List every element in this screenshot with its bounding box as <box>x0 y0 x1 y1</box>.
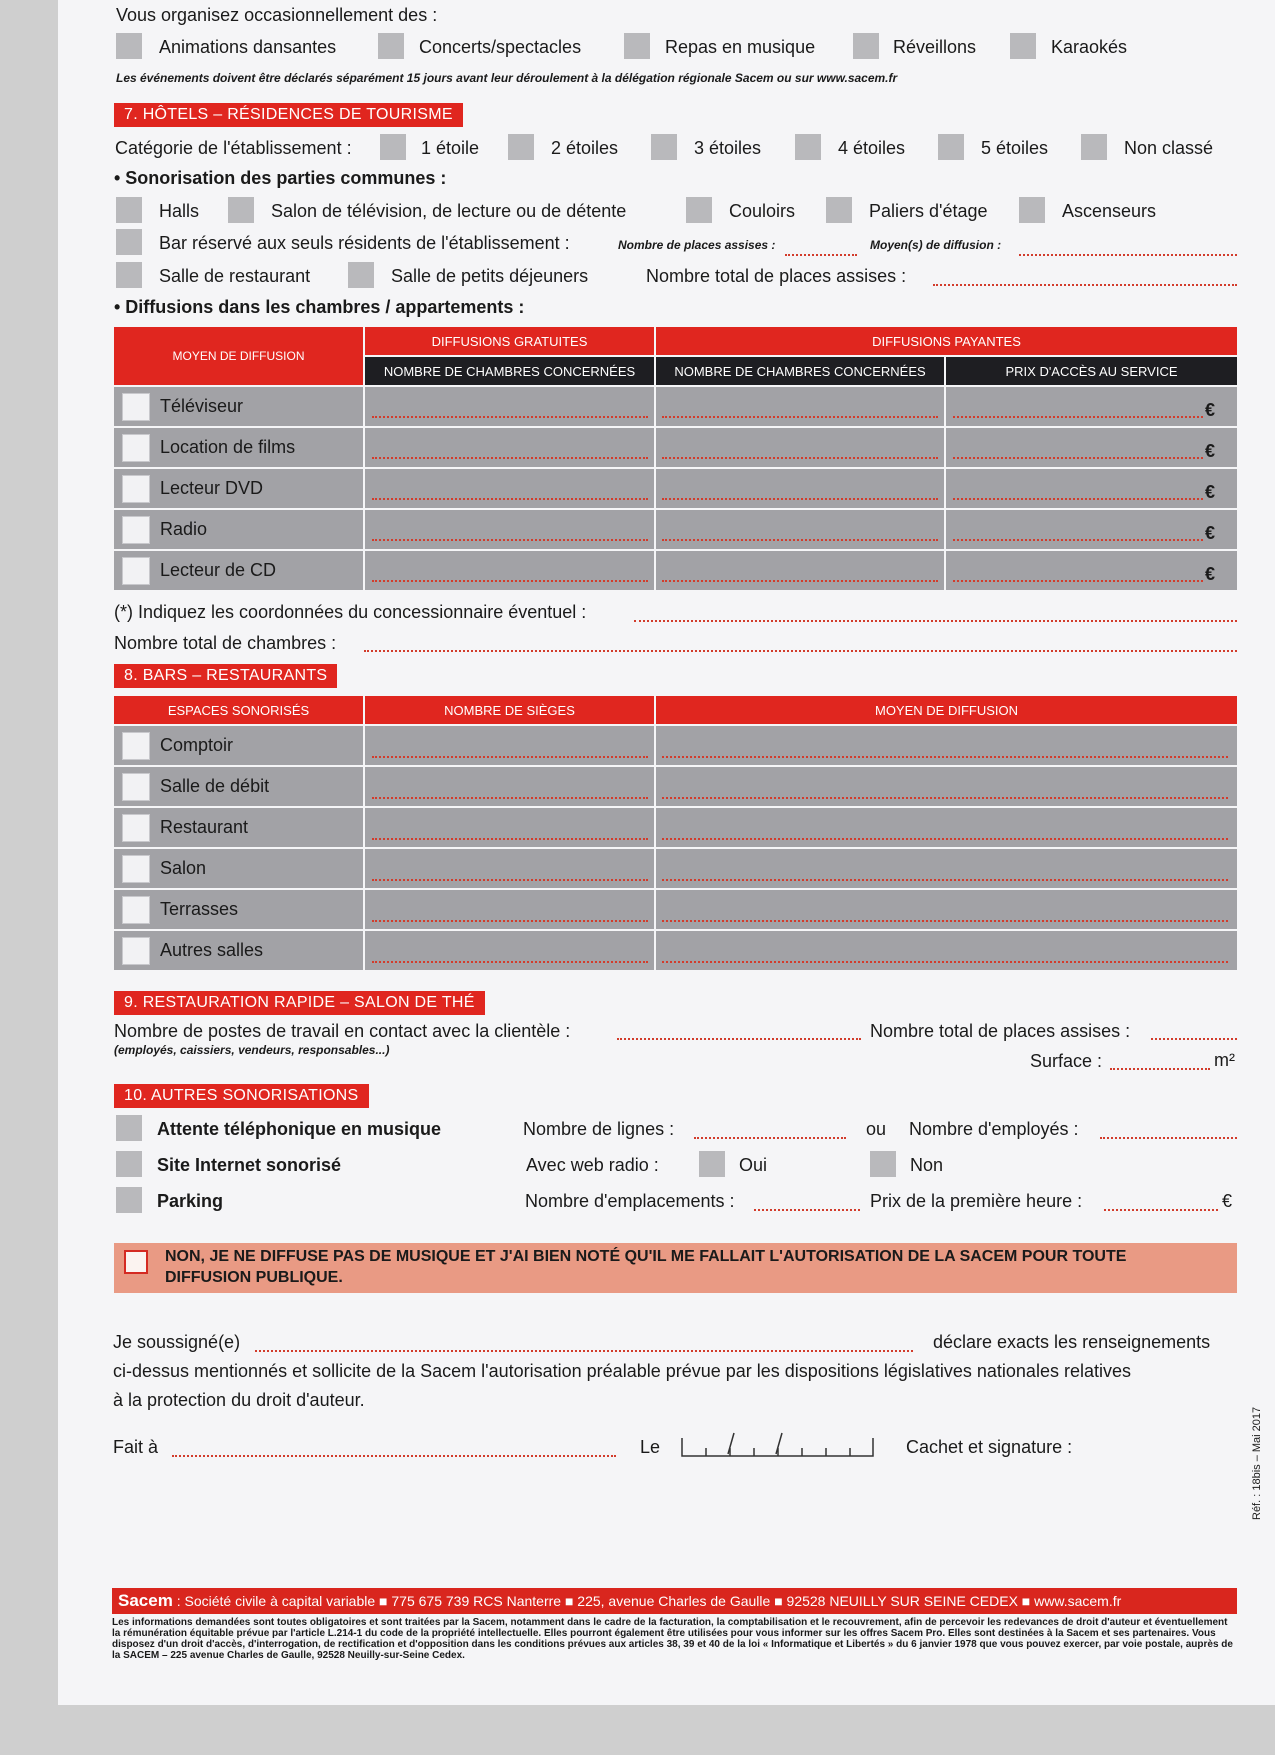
common-ascenseurs: Ascenseurs <box>1062 201 1157 221</box>
field-line <box>953 498 1203 500</box>
row-label: Comptoir <box>160 735 234 755</box>
paid-rooms-cell[interactable] <box>656 510 944 549</box>
occasional-item-4: Réveillons <box>893 37 977 57</box>
checkbox-restaurant-8[interactable] <box>122 814 150 842</box>
common-halls: Halls <box>159 201 200 221</box>
field-line <box>953 457 1203 459</box>
checkbox-comptoir[interactable] <box>122 732 150 760</box>
paid-rooms-cell[interactable] <box>656 428 944 467</box>
free-rooms-cell[interactable] <box>365 510 654 549</box>
means-cell[interactable] <box>656 890 1237 929</box>
row-label: Autres salles <box>160 940 264 960</box>
table-row <box>114 726 363 765</box>
section-8-title: 8. BARS – RESTAURANTS <box>114 664 337 688</box>
field-line <box>662 498 938 500</box>
price-cell[interactable] <box>946 428 1237 467</box>
common-couloirs: Couloirs <box>729 201 796 221</box>
yes-label: Oui <box>739 1155 768 1175</box>
checkbox-breakfast[interactable] <box>348 262 374 288</box>
checkbox-autres[interactable] <box>122 937 150 965</box>
checkbox-phone[interactable] <box>116 1115 142 1141</box>
table-row <box>114 808 363 847</box>
checkbox-cat-5[interactable] <box>938 134 964 160</box>
means-cell[interactable] <box>656 726 1237 765</box>
postes-note: (employés, caissiers, vendeurs, responsables...) <box>114 1043 390 1057</box>
total-places-label: Nombre total de places assises : <box>646 266 907 286</box>
bar-means-label: Moyen(s) de diffusion : <box>870 238 1002 252</box>
euro-symbol: € <box>1222 1191 1233 1211</box>
price-cell[interactable] <box>946 469 1237 508</box>
th-free: DIFFUSIONS GRATUITES <box>365 327 654 355</box>
checkbox-paliers[interactable] <box>826 197 852 223</box>
checkbox-repas[interactable] <box>624 33 650 59</box>
table-row <box>114 890 363 929</box>
web-label: Site Internet sonorisé <box>157 1155 342 1175</box>
lines-label: Nombre de lignes : <box>523 1119 675 1139</box>
row-label: Lecteur de CD <box>160 560 277 580</box>
checkbox-salon[interactable] <box>122 855 150 883</box>
table-row <box>114 387 363 426</box>
total-rooms-field[interactable] <box>364 650 1237 652</box>
checkbox-parking[interactable] <box>116 1187 142 1213</box>
footer-bar <box>112 1588 1237 1614</box>
checkbox-webradio-yes[interactable] <box>699 1151 725 1177</box>
row-label: Téléviseur <box>160 396 244 416</box>
category-2: 2 étoiles <box>551 138 619 158</box>
restaurant-label: Salle de restaurant <box>159 266 311 286</box>
field-line <box>372 457 648 459</box>
section-7-title: 7. HÔTELS – RÉSIDENCES DE TOURISME <box>114 103 463 127</box>
field-line <box>662 416 938 418</box>
or-label: ou <box>866 1119 887 1139</box>
free-rooms-cell[interactable] <box>365 551 654 590</box>
field-line <box>662 920 1228 922</box>
th-price: PRIX D'ACCÈS AU SERVICE <box>946 357 1237 385</box>
side-reference: Réf. : 18bis – Mai 2017 <box>1251 1406 1263 1520</box>
concession-field[interactable] <box>634 620 1237 622</box>
common-salon: Salon de télévision, de lecture ou de détente <box>271 201 627 221</box>
s9-total-places-label: Nombre total de places assises : <box>870 1021 1131 1041</box>
occasional-intro: Vous organisez occasionnellement des : <box>116 5 438 25</box>
first-hour-field[interactable] <box>1104 1209 1218 1211</box>
postes-label: Nombre de postes de travail en contact avec la clientèle : <box>114 1021 571 1041</box>
section-10-title: 10. AUTRES SONORISATIONS <box>114 1084 369 1108</box>
table-row <box>114 510 363 549</box>
row-label: Salle de débit <box>160 776 270 796</box>
checkbox-cd[interactable] <box>122 557 150 585</box>
paid-rooms-cell[interactable] <box>656 551 944 590</box>
checkbox-cat-unrated[interactable] <box>1081 134 1107 160</box>
seats-cell[interactable] <box>365 849 654 888</box>
th-paid: DIFFUSIONS PAYANTES <box>656 327 1237 355</box>
phone-label: Attente téléphonique en musique <box>157 1119 442 1139</box>
first-hour-label: Prix de la première heure : <box>870 1191 1083 1211</box>
fait-field[interactable] <box>172 1455 616 1457</box>
occasional-note: Les événements doivent être déclarés séparément 15 jours avant leur déroulement à la délégation régionale Sacem ou sur www.sacem.fr <box>116 71 898 85</box>
checkbox-cat-1[interactable] <box>380 134 406 160</box>
date-field[interactable] <box>680 1430 875 1458</box>
checkbox-dvd[interactable] <box>122 475 150 503</box>
row-label: Radio <box>160 519 208 539</box>
category-3: 3 étoiles <box>694 138 762 158</box>
category-1: 1 étoile <box>421 138 480 158</box>
category-4: 4 étoiles <box>838 138 906 158</box>
field-line <box>372 580 648 582</box>
checkbox-radio[interactable] <box>122 516 150 544</box>
checkbox-halls[interactable] <box>116 197 142 223</box>
occasional-item-2: Concerts/spectacles <box>419 37 582 57</box>
field-line <box>372 416 648 418</box>
surface-unit: m² <box>1214 1050 1235 1070</box>
breakfast-label: Salle de petits déjeuners <box>391 266 589 286</box>
euro-symbol: € <box>1205 564 1216 584</box>
field-line <box>953 539 1203 541</box>
checkbox-cat-2[interactable] <box>508 134 534 160</box>
concession-label: (*) Indiquez les coordonnées du concessionnaire éventuel : <box>114 602 587 622</box>
table-row <box>114 428 363 467</box>
field-line <box>662 879 1228 881</box>
employees-field[interactable] <box>1100 1137 1237 1139</box>
field-line <box>372 797 648 799</box>
checkbox-couloirs[interactable] <box>686 197 712 223</box>
field-line <box>662 838 1228 840</box>
footer-brand: Sacem <box>118 1591 173 1610</box>
footer-text: : Société civile à capital variable ■ 775 675 739 RCS Nanterre ■ 225, avenue Charles de Gaulle ■ 92528 NEUILLY SUR SEINE CEDEX ■ www.sacem.fr <box>172 1593 1122 1609</box>
field-line <box>662 797 1228 799</box>
means-cell[interactable] <box>656 931 1237 970</box>
category-6: Non classé <box>1124 138 1214 158</box>
checkbox-reveillons[interactable] <box>853 33 879 59</box>
seats-cell[interactable] <box>365 808 654 847</box>
table-row <box>114 931 363 970</box>
fait-label: Fait à <box>113 1437 159 1457</box>
th-free-rooms: NOMBRE DE CHAMBRES CONCERNÉES <box>365 357 654 385</box>
checkbox-films[interactable] <box>122 434 150 462</box>
field-line <box>372 498 648 500</box>
postes-field[interactable] <box>617 1038 861 1040</box>
declaration-line2: ci-dessus mentionnés et sollicite de la Sacem l'autorisation préalable prévue par les dispositions législatives nationales relatives <box>113 1361 1131 1381</box>
paid-rooms-cell[interactable] <box>656 469 944 508</box>
checkbox-cat-4[interactable] <box>795 134 821 160</box>
field-line <box>372 539 648 541</box>
th-means-8: MOYEN DE DIFFUSION <box>656 696 1237 724</box>
checkbox-web[interactable] <box>116 1151 142 1177</box>
checkbox-bar-residents[interactable] <box>116 229 142 255</box>
declaration-prefix: Je soussigné(e) <box>113 1332 241 1352</box>
surface-label: Surface : <box>1030 1051 1103 1071</box>
section-9-title: 9. RESTAURATION RAPIDE – SALON DE THÉ <box>114 991 485 1015</box>
category-5: 5 étoiles <box>981 138 1049 158</box>
field-line <box>372 756 648 758</box>
checkbox-webradio-no[interactable] <box>870 1151 896 1177</box>
bar-means-field[interactable] <box>1019 254 1237 256</box>
checkbox-restaurant[interactable] <box>116 262 142 288</box>
means-cell[interactable] <box>656 767 1237 806</box>
field-line <box>662 756 1228 758</box>
means-cell[interactable] <box>656 808 1237 847</box>
row-label: Salon <box>160 858 207 878</box>
total-places-field[interactable] <box>933 284 1237 286</box>
th-seats: NOMBRE DE SIÈGES <box>365 696 654 724</box>
table-row <box>114 469 363 508</box>
spots-field[interactable] <box>754 1209 860 1211</box>
free-rooms-cell[interactable] <box>365 428 654 467</box>
occasional-item-1: Animations dansantes <box>159 37 337 57</box>
field-line <box>953 416 1203 418</box>
seats-cell[interactable] <box>365 767 654 806</box>
employees-label: Nombre d'employés : <box>909 1119 1079 1139</box>
spots-label: Nombre d'emplacements : <box>525 1191 735 1211</box>
no-label: Non <box>910 1155 944 1175</box>
field-line <box>953 580 1203 582</box>
field-line <box>372 838 648 840</box>
table-row <box>114 849 363 888</box>
free-rooms-cell[interactable] <box>365 469 654 508</box>
th-means: MOYEN DE DIFFUSION <box>114 327 363 385</box>
s9-total-places-field[interactable] <box>1151 1038 1237 1040</box>
checkbox-karaokes[interactable] <box>1010 33 1036 59</box>
means-cell[interactable] <box>656 849 1237 888</box>
price-cell[interactable] <box>946 551 1237 590</box>
euro-symbol: € <box>1205 441 1216 461</box>
checkbox-debit[interactable] <box>122 773 150 801</box>
category-label: Catégorie de l'établissement : <box>115 138 352 158</box>
row-label: Location de films <box>160 437 296 457</box>
field-line <box>372 879 648 881</box>
total-rooms-label: Nombre total de chambres : <box>114 633 337 653</box>
seats-cell[interactable] <box>365 890 654 929</box>
checkbox-animations[interactable] <box>116 33 142 59</box>
checkbox-cat-3[interactable] <box>651 134 677 160</box>
checkbox-ascenseurs[interactable] <box>1019 197 1045 223</box>
le-label: Le <box>640 1437 661 1457</box>
th-spaces: ESPACES SONORISÉS <box>114 696 363 724</box>
bar-label: Bar réservé aux seuls résidents de l'établissement : <box>159 233 570 253</box>
common-heading: • Sonorisation des parties communes : <box>114 168 447 188</box>
declaration-suffix: déclare exacts les renseignements <box>933 1332 1211 1352</box>
field-line <box>662 580 938 582</box>
table-row <box>114 551 363 590</box>
checkbox-terrasses[interactable] <box>122 896 150 924</box>
seats-cell[interactable] <box>365 726 654 765</box>
euro-symbol: € <box>1205 400 1216 420</box>
field-line <box>372 920 648 922</box>
free-rooms-cell[interactable] <box>365 387 654 426</box>
parking-label: Parking <box>157 1191 224 1211</box>
field-line <box>662 961 1228 963</box>
privacy-notice: Les informations demandées sont toutes obligatoires et sont traitées par la Sacem, notamment dans le cadre de la facturation, la comptabilisation et le recouvrement, afin de percevoir les redevances de droit d'auteur et éventuellement la rémunération équitable prévue par l'article L.214-1 du code de la propriété intellectuelle. Elles pourront également être utilisées pour vous informer sur les offres Sacem Pro. Elles sont destinées à la Sacem et ses partenaires. Vous disposez d'un droit d'accès, d'interrogation, de rectification et d'opposition dans les conditions prévues aux articles 38, 39 et 40 de la loi « Informatique et Libertés » du 6 janvier 1978 que vous pouvez exercer, par voie postale, auprès de la SACEM – 225 avenue Charles de Gaulle, 92528 Neuilly-sur-Seine Cedex. <box>112 1617 1233 1661</box>
row-label: Terrasses <box>160 899 239 919</box>
occasional-item-5: Karaokés <box>1051 37 1128 57</box>
table-row <box>114 767 363 806</box>
surface-field[interactable] <box>1110 1068 1210 1070</box>
field-line <box>662 539 938 541</box>
webradio-label: Avec web radio : <box>526 1155 659 1175</box>
rooms-heading: • Diffusions dans les chambres / appartements : <box>114 297 525 317</box>
name-field[interactable] <box>255 1350 913 1352</box>
signature-label: Cachet et signature : <box>906 1437 1073 1457</box>
bar-places-field[interactable] <box>785 254 857 256</box>
checkbox-concerts[interactable] <box>378 33 404 59</box>
euro-symbol: € <box>1205 482 1216 502</box>
paid-rooms-cell[interactable] <box>656 387 944 426</box>
occasional-item-3: Repas en musique <box>665 37 816 57</box>
lines-field[interactable] <box>694 1137 846 1139</box>
refusal-checkbox[interactable] <box>124 1250 148 1274</box>
price-cell[interactable] <box>946 510 1237 549</box>
row-label: Lecteur DVD <box>160 478 264 498</box>
row-label: Restaurant <box>160 817 249 837</box>
price-cell[interactable] <box>946 387 1237 426</box>
th-paid-rooms: NOMBRE DE CHAMBRES CONCERNÉES <box>656 357 944 385</box>
refusal-text: NON, JE NE DIFFUSE PAS DE MUSIQUE ET J'AI BIEN NOTÉ QU'IL ME FALLAIT L'AUTORISATION DE LA SACEM POUR TOUTE DIFFUSION PUBLIQUE. <box>165 1248 1127 1286</box>
field-line <box>372 961 648 963</box>
seats-cell[interactable] <box>365 931 654 970</box>
bar-places-label: Nombre de places assises : <box>618 238 776 252</box>
field-line <box>662 457 938 459</box>
checkbox-tv[interactable] <box>122 393 150 421</box>
declaration-line3: à la protection du droit d'auteur. <box>113 1390 365 1410</box>
checkbox-salon-tv[interactable] <box>228 197 254 223</box>
common-paliers: Paliers d'étage <box>869 201 988 221</box>
euro-symbol: € <box>1205 523 1216 543</box>
